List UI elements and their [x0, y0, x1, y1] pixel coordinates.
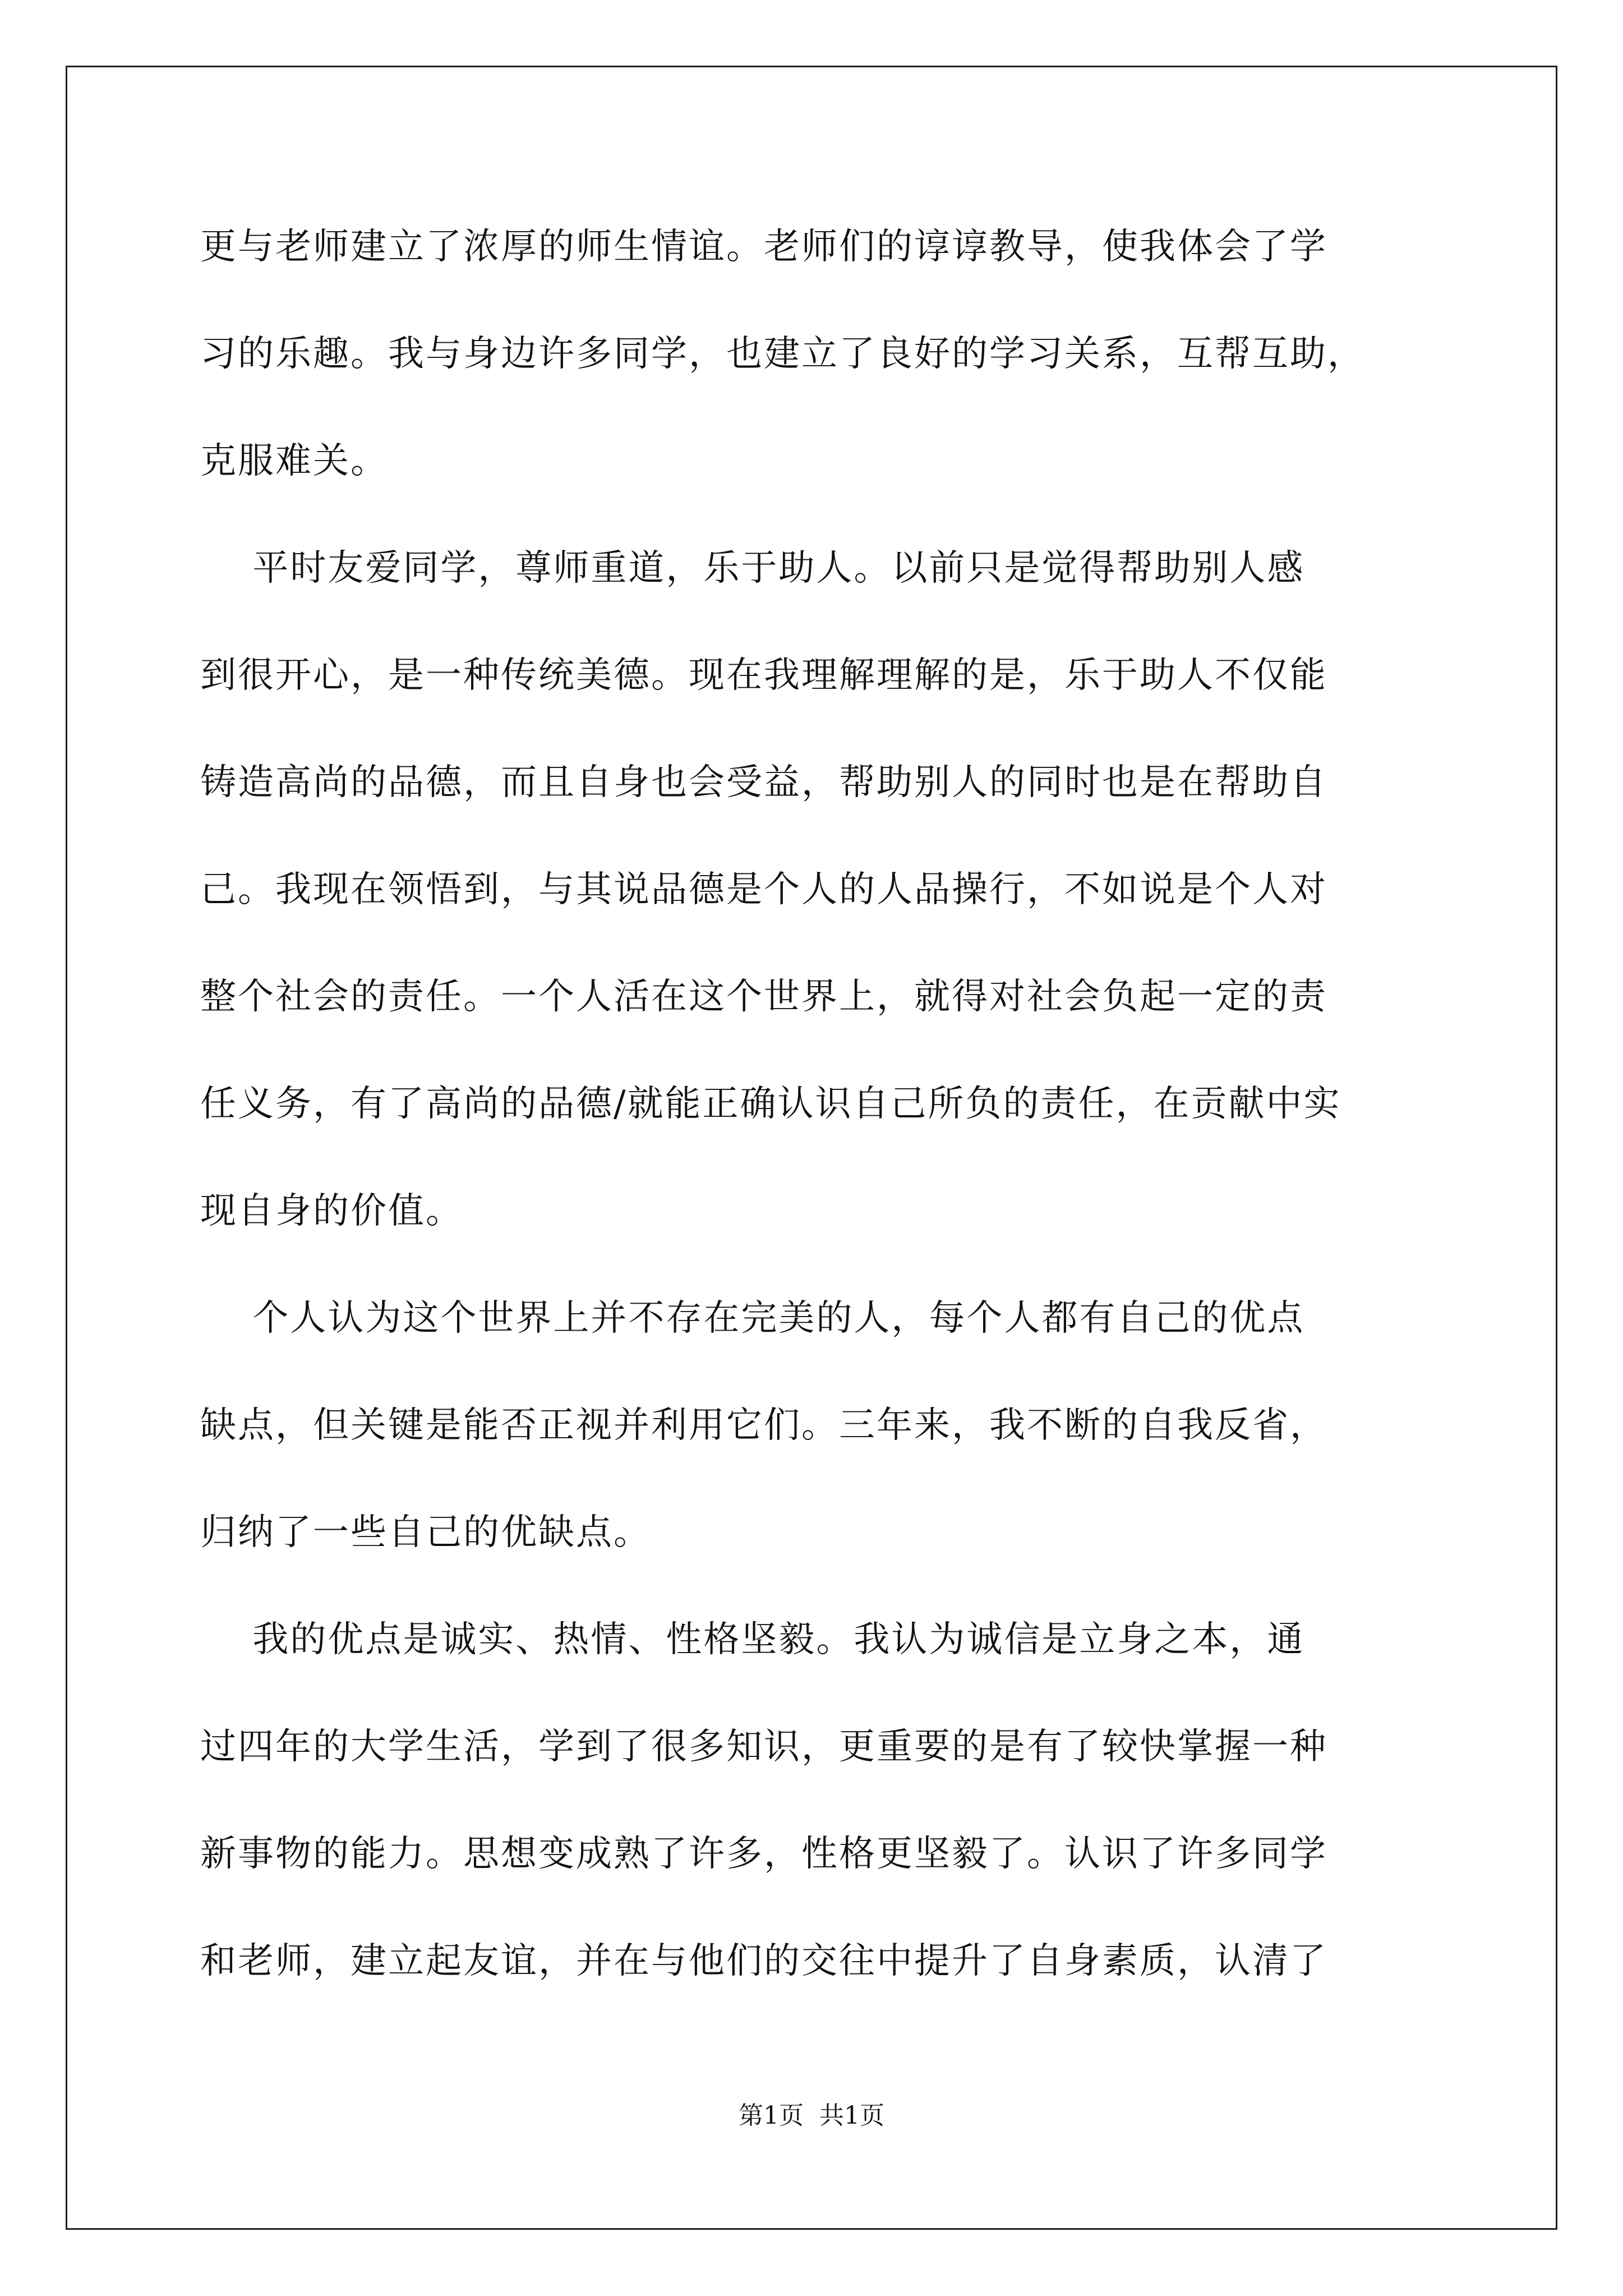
text-line: 过四年的大学生活，学到了很多知识，更重要的是有了较快掌握一种 [200, 1726, 1327, 1768]
text-line: 到很开心，是一种传统美德。现在我理解理解的是，乐于助人不仅能 [200, 655, 1327, 696]
text-line: 铸造高尚的品德，而且自身也会受益，帮助别人的同时也是在帮助自 [200, 762, 1327, 803]
text-line: 我的优点是诚实、热情、性格坚毅。我认为诚信是立身之本，通 [200, 1619, 1305, 1660]
text-line: 个人认为这个世界上并不存在完美的人，每个人都有自己的优点 [200, 1297, 1305, 1339]
text-line: 任义务，有了高尚的品德/就能正确认识自己所负的责任，在贡献中实 [200, 1083, 1341, 1125]
text-line: 己。我现在领悟到，与其说品德是个人的人品操行，不如说是个人对 [200, 869, 1327, 910]
text-line: 归纳了一些自己的优缺点。 [200, 1512, 651, 1553]
text-line: 现自身的价值。 [200, 1190, 463, 1232]
text-line: 整个社会的责任。一个人活在这个世界上，就得对社会负起一定的责 [200, 976, 1327, 1018]
text-line: 和老师，建立起友谊，并在与他们的交往中提升了自身素质，认清了 [200, 1940, 1327, 1982]
page-border [66, 66, 1557, 2230]
text-line: 习的乐趣。我与身边许多同学，也建立了良好的学习关系，互帮互助， [200, 333, 1365, 375]
text-line: 缺点，但关键是能否正视并利用它们。三年来，我不断的自我反省， [200, 1405, 1327, 1446]
text-line: 克服难关。 [200, 440, 388, 482]
text-line: 更与老师建立了浓厚的师生情谊。老师们的谆谆教导，使我体会了学 [200, 226, 1327, 268]
text-line: 平时友爱同学，尊师重道，乐于助人。以前只是觉得帮助别人感 [200, 547, 1305, 589]
text-line: 新事物的能力。思想变成熟了许多，性格更坚毅了。认识了许多同学 [200, 1833, 1327, 1875]
page-number-footer: 第1页 共1页 [739, 2101, 884, 2130]
